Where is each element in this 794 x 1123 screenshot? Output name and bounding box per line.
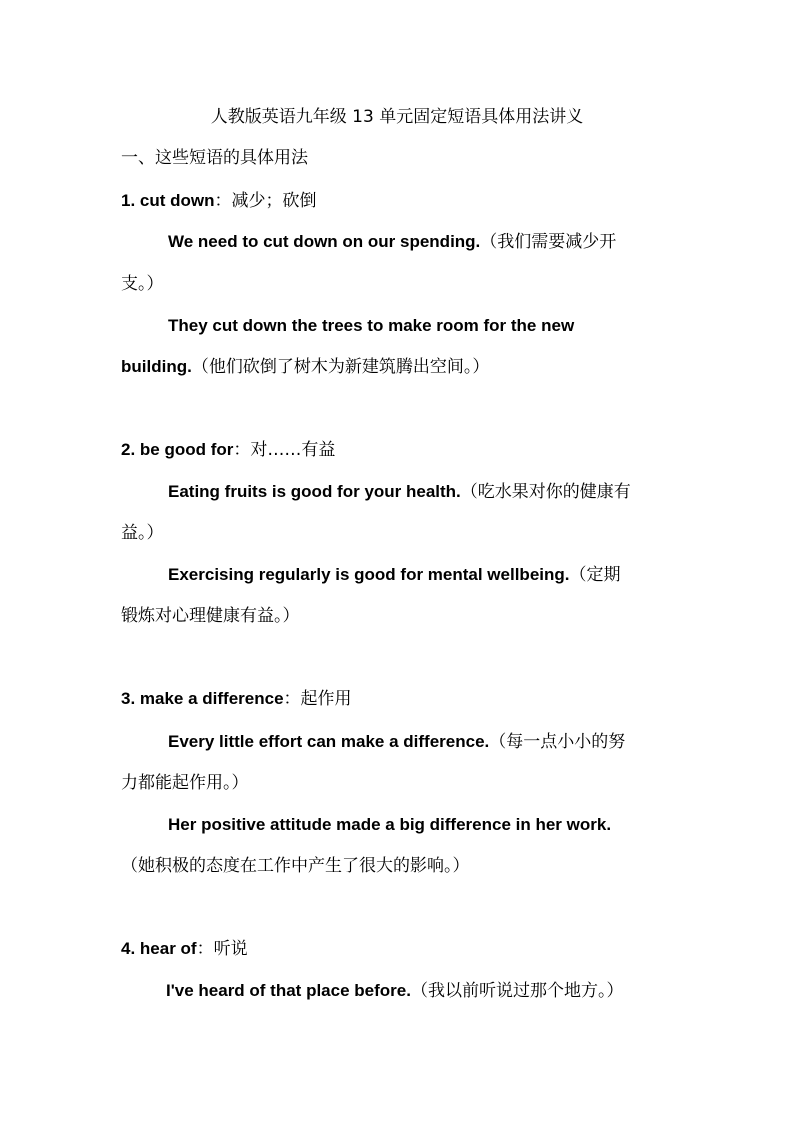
phrase-heading-4: 4. hear of：听说 bbox=[121, 939, 248, 959]
example-line: 支。） bbox=[121, 274, 164, 294]
example-line: Her positive attitude made a big difference in her work. bbox=[168, 815, 612, 834]
example-line: building.（他们砍倒了树木为新建筑腾出空间。） bbox=[121, 357, 490, 377]
example-line: They cut down the trees to make room for the new bbox=[168, 316, 575, 335]
section-heading: 一、这些短语的具体用法 bbox=[121, 148, 308, 168]
phrase-heading-2: 2. be good for：对……有益 bbox=[121, 440, 336, 460]
example-line: 锻炼对心理健康有益。） bbox=[121, 606, 300, 626]
example-line: （她积极的态度在工作中产生了很大的影响。） bbox=[121, 856, 470, 876]
document-title bbox=[0, 105, 794, 129]
example-line: Eating fruits is good for your health.（吃水果对你的健康有 bbox=[168, 482, 631, 502]
example-line: 力都能起作用。） bbox=[121, 773, 249, 793]
example-line: 益。） bbox=[121, 523, 164, 543]
phrase-heading-1: 1. cut down：减少；砍倒 bbox=[121, 191, 317, 211]
example-line: We need to cut down on our spending.（我们需要减少开 bbox=[168, 232, 617, 252]
example-line: I've heard of that place before.（我以前听说过那个地方。） bbox=[166, 981, 624, 1001]
example-line: Every little effort can make a difference.（每一点小小的努 bbox=[168, 732, 626, 752]
example-line: Exercising regularly is good for mental wellbeing.（定期 bbox=[168, 565, 621, 585]
phrase-heading-3: 3. make a difference：起作用 bbox=[121, 689, 352, 709]
title-text: 人教版英语九年级 13 单元固定短语具体用法讲义 bbox=[210, 107, 584, 127]
